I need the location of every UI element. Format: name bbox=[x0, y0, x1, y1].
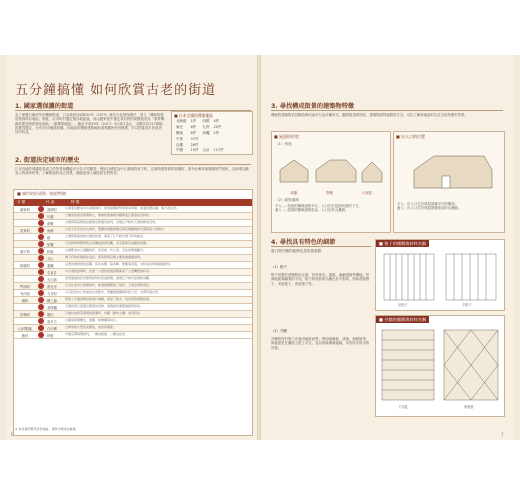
row-description: 因海上交通而繁榮的港口城鎮，保留了雁木、常夜燈等港灣設施。 bbox=[65, 297, 153, 301]
row-category bbox=[14, 213, 36, 219]
row-description: 石疊的青石畳通沿著海岸延伸，兩側排列著舊旅館與商家。 bbox=[65, 304, 144, 308]
region-cell: 關東 bbox=[176, 130, 183, 135]
row-example: 伊根 bbox=[47, 333, 54, 338]
seal-icon bbox=[36, 255, 45, 261]
right-page bbox=[261, 55, 513, 440]
region-cell: 6件 bbox=[190, 130, 197, 135]
row-example: 今井町 bbox=[47, 291, 57, 296]
region-cell: 中部 bbox=[176, 136, 183, 141]
wall-label-2: 海鼠壁 bbox=[464, 405, 474, 409]
seal-icon bbox=[36, 227, 45, 233]
seal-icon bbox=[36, 318, 45, 324]
roof-sub-2: （2）面對道路 bbox=[275, 198, 299, 202]
row-description: 以武士住宅為中心的町，寬闊的道路兩側有黑板塀圍繞的宅邸與高大的樹木。 bbox=[65, 227, 168, 231]
table-row bbox=[14, 220, 252, 227]
row-example: 鞆之浦 bbox=[47, 298, 57, 303]
divider bbox=[271, 246, 371, 247]
row-description: 以寺院為中心形成的自治都市，周圍環繞護城河與土居，內部町割井然。 bbox=[65, 290, 162, 294]
row-category: 在鄉町 bbox=[19, 312, 31, 317]
row-description: 以寺社為中心發展的町，參道兩側聚集了宿坊、土產店與飲食店。 bbox=[65, 283, 153, 287]
seal-icon bbox=[36, 332, 45, 338]
row-example: 增田 bbox=[47, 312, 54, 317]
lattice-label-1: 出格子 bbox=[398, 303, 408, 307]
row-example: 妻籠 bbox=[47, 263, 54, 268]
region-cell: 20件 bbox=[213, 125, 222, 130]
region-row bbox=[174, 148, 226, 154]
region-cell: 北海道 bbox=[176, 119, 187, 124]
seal-icon bbox=[36, 283, 45, 289]
row-category: 宿場町 bbox=[19, 263, 31, 268]
region-cell: 1件 bbox=[190, 119, 197, 124]
table-row bbox=[14, 304, 252, 311]
lattice-illustration bbox=[376, 250, 504, 306]
entrance-illustration bbox=[394, 146, 504, 196]
table-row bbox=[14, 213, 252, 220]
region-cell: 26件 bbox=[190, 142, 199, 147]
page-number-right: 7 bbox=[501, 432, 504, 437]
row-description: 石垣與修剪整齊的生垣構成街道景觀，各宅邸保有美麗的庭園。 bbox=[65, 241, 150, 245]
section-4-subtitle: 窗口與外牆的裝飾也是欣賞重點 bbox=[271, 249, 322, 253]
seal-icon bbox=[36, 262, 45, 268]
region-cell: 4件 bbox=[213, 119, 220, 124]
entrance-box bbox=[393, 131, 505, 233]
row-category bbox=[14, 318, 36, 324]
row-example: 大內宿 bbox=[47, 277, 57, 282]
divider bbox=[15, 164, 251, 165]
row-description: 中山道的宿場町，長達一公里的街道兩側保留了大量傳統的町家。 bbox=[65, 269, 153, 273]
row-example: 犬山 bbox=[47, 256, 54, 261]
entrance-note-1: 平入：出入口位於與屋頂棟平行的側面。 bbox=[397, 202, 459, 206]
wall-figure-title: ■ 外牆的種類與材料名稱 bbox=[376, 316, 429, 323]
row-description: 合掌造的大型民家聚集，為世界遺產。 bbox=[65, 325, 117, 329]
table-row bbox=[14, 297, 252, 304]
table-row bbox=[14, 311, 252, 318]
detail-2-text: 外牆的材料與工法會因地區而異，例如雨淋板、漆喰、海鼠壁等。海鼠壁是在牆面上貼上平瓦，並以漆喰填補接縫，具有防火防水的效果。 bbox=[271, 337, 370, 350]
table-header bbox=[14, 199, 252, 206]
row-category bbox=[14, 234, 36, 240]
roof-shape-title: ■ 屋頂的形狀 bbox=[274, 134, 300, 139]
lattice-figure-title: ■ 格子的種類與材料名稱 bbox=[376, 240, 429, 247]
row-category bbox=[14, 304, 36, 310]
footnote: ※ 本表僅列舉代表性地區，實際分類可能重疊。 bbox=[15, 427, 79, 431]
row-category bbox=[14, 255, 36, 261]
table-row bbox=[14, 262, 252, 269]
row-description: 土塀與夏蜜柑樹交織的街道，保留了江戶時代城下町的格局。 bbox=[65, 234, 147, 238]
section-3-title: 3. 尋找構成街景的建築物特徵 bbox=[271, 103, 355, 110]
region-cell: 東北 bbox=[176, 125, 183, 130]
row-description: 城下町的町割保存良好，商家建築沿著主要街道連續排列。 bbox=[65, 255, 144, 259]
seal-icon bbox=[36, 234, 45, 240]
section-2-text: 日本各地的城鎮依其成立的背景與機能可分為不同類型，例如以城郭為中心發展的城下町、沿著街道發展的宿場町、因寺社參拜而興盛的門前町、以商業活動為主的商家町等。了解街道的成立背景，就能更深入地欣賞它們的美。 bbox=[15, 167, 249, 176]
row-category: 漁村 bbox=[21, 333, 29, 338]
seal-icon bbox=[36, 248, 45, 254]
roof-shapes-illustration bbox=[272, 150, 390, 188]
table-row bbox=[14, 248, 252, 255]
seal-icon bbox=[36, 220, 45, 226]
entrance-notes bbox=[397, 202, 501, 228]
table-row bbox=[14, 206, 252, 213]
section-4-title: 4. 尋找具有特色的細節 bbox=[271, 239, 336, 246]
region-table bbox=[174, 119, 226, 154]
row-example: 知覽 bbox=[47, 242, 54, 247]
region-cell: 四國 bbox=[202, 119, 210, 124]
seal-icon bbox=[36, 297, 45, 303]
table-body bbox=[14, 206, 252, 339]
roof-shape-box bbox=[271, 131, 391, 233]
row-description: 舟屋沿著海灣排列，一樓為船庫，二樓為住居。 bbox=[65, 332, 129, 336]
detail-2-title: （2）外牆 bbox=[271, 329, 287, 333]
row-category bbox=[14, 276, 36, 282]
left-page bbox=[7, 55, 257, 440]
region-cell: 15件 bbox=[190, 148, 199, 153]
section-1-text: 為了保護日漸消失的傳統街道，日本政府在昭和50年（1975）修訂文化財保護法，設立「傳統的建造物群保存地區」制度，由市町村選定保存地區後，再由國家從中選定具有特別高價值者為「重要傳統的建造物群保存地區」（重傳建地區）。截至平成29年（2017）8月8日為止，全國共有117個地區獲得選定，分布於43個道府縣。各地區的傳統建築與街道景觀皆受到保護，可以欣賞到古老而美好的町並。 bbox=[15, 113, 165, 135]
row-category bbox=[14, 269, 36, 275]
lattice-figure bbox=[375, 239, 505, 311]
seal-icon bbox=[36, 269, 45, 275]
entrance-note-2: 妻入：出入口位於與屋頂棟垂直的山牆面。 bbox=[397, 206, 462, 211]
seal-icon bbox=[36, 304, 45, 310]
table-row bbox=[14, 269, 252, 276]
row-example: 倉敷 bbox=[47, 221, 54, 226]
table-row bbox=[14, 276, 252, 283]
row-description: 土藏造的商家建築林立，厚重的黑漆喰外牆與鬼瓦屋頂為其特色。 bbox=[65, 213, 153, 217]
section-1-title: 1. 國家選保護的街道 bbox=[15, 103, 74, 110]
row-description: 以藏造建築聞名，酒藏、味噌藏等林立。 bbox=[65, 318, 120, 322]
table-row bbox=[14, 290, 252, 297]
row-category: 武家町 bbox=[19, 228, 31, 233]
table-row bbox=[14, 234, 252, 241]
row-example: 松阪 bbox=[47, 249, 54, 254]
row-example: 角館 bbox=[47, 228, 54, 233]
row-category bbox=[14, 241, 36, 247]
detail-1-text: 格子設置於建築物的正面，具有採光、通風、遮蔽視線等機能。依照地區與職業的不同，格子的形狀與名稱也各不相同，例如酒屋格子、米屋格子、糸屋格子等。 bbox=[271, 273, 370, 286]
roof-label-kirizuma: 切妻 bbox=[290, 191, 298, 195]
seal-icon bbox=[36, 290, 45, 296]
row-category: 城下町 bbox=[19, 249, 31, 254]
region-cell: 沖繩 bbox=[202, 130, 210, 135]
region-cell: 117件 bbox=[213, 148, 224, 153]
row-description: 以城郭為中心規劃的町，武家地、町人地、寺社地明確劃分。 bbox=[65, 248, 147, 252]
row-example: 奈良井 bbox=[47, 270, 57, 275]
seal-icon bbox=[36, 276, 45, 282]
row-example: 喜多方 bbox=[47, 319, 57, 324]
roof-labels bbox=[276, 190, 386, 195]
roof-notes bbox=[275, 204, 387, 228]
region-cell: 37件 bbox=[190, 136, 199, 141]
roof-shape-sub: （1）形狀 bbox=[275, 142, 292, 146]
region-table-title: ■ 日本全國的傳建地區 bbox=[174, 113, 213, 118]
seal-icon bbox=[36, 241, 45, 247]
town-type-table bbox=[13, 189, 253, 436]
region-cell: 中國 bbox=[176, 148, 183, 153]
region-cell: 6件 bbox=[190, 125, 197, 130]
header-feature: 特 徵 bbox=[71, 200, 80, 204]
row-category bbox=[14, 220, 36, 226]
seal-icon bbox=[36, 206, 45, 212]
book-spread bbox=[0, 55, 520, 440]
row-category: 港町 bbox=[21, 298, 29, 303]
table-row bbox=[14, 283, 252, 290]
header-category: 分 類 bbox=[17, 200, 26, 204]
wall-illustration bbox=[376, 326, 504, 410]
seal-icon bbox=[36, 213, 45, 219]
wall-figure bbox=[375, 315, 505, 417]
row-description: 沿著街道發展的宿驛，設有本陣、脇本陣、旅籠等設施，出桁造的建築連續排列。 bbox=[65, 262, 174, 266]
table-row bbox=[14, 332, 252, 339]
row-description: 茅葺屋頂的民家整齊排列於街道兩側，重現江戶時代宿場的景觀。 bbox=[65, 276, 153, 280]
table-title: ■ 城市的形成與一般的特徵 bbox=[17, 191, 67, 196]
wall-label-1: 下見板 bbox=[398, 405, 408, 409]
section-3-text: 傳統的建築物依其構造與用途可分為多種形式。觀察屋頂的形狀、建築物面對道路的方式，可以了解該地區的生活文化與歷史背景。 bbox=[271, 113, 468, 117]
table-row bbox=[14, 241, 252, 248]
row-description: 以農村為背景發展的商業町，內藏（屋內土藏）為其特色。 bbox=[65, 311, 144, 315]
main-title: 五分鐘搞懂 如何欣賞古老的街道 bbox=[15, 83, 217, 98]
seal-icon bbox=[36, 325, 45, 331]
row-example: 川越 bbox=[47, 214, 54, 219]
seal-icon bbox=[36, 311, 45, 317]
row-example: 白川鄉 bbox=[47, 326, 57, 331]
roof-note-2: 妻入 — 屋頂的棟與道路垂直，入口位於山牆面。 bbox=[275, 208, 349, 213]
detail-1-title: （1）格子 bbox=[271, 265, 287, 269]
entrance-title: ■ 出入口的位置 bbox=[396, 134, 426, 139]
row-example: 美保關 bbox=[47, 305, 57, 310]
table-row bbox=[14, 318, 252, 325]
region-cell: 合計 bbox=[202, 148, 210, 153]
header-example: 代 表 bbox=[46, 200, 55, 204]
row-description: 白壁與海鼠壁的倉庫群沿著運河排列，呈現江戶時代天領的繁榮景象。 bbox=[65, 220, 159, 224]
section-2-title: 2. 街道決定城市的歷史 bbox=[15, 157, 80, 164]
divider bbox=[271, 110, 503, 111]
row-category: 門前町 bbox=[19, 284, 31, 289]
row-description: 以商業活動為中心發展的町，街道兩側排列著商家建築，前面設置店鋪，後方為住居。 bbox=[65, 206, 180, 210]
roof-note-1: 平入 — 屋頂的棟與道路平行，入口位於屋頂斜面的下方。 bbox=[275, 204, 362, 208]
page-number-left: 6 bbox=[11, 432, 14, 437]
row-category: 山村集落 bbox=[18, 326, 32, 331]
row-category: 寺內町 bbox=[19, 291, 31, 296]
region-cell: 2件 bbox=[213, 130, 220, 135]
region-cell: 近畿 bbox=[176, 142, 183, 147]
roof-label-yosemune: 寄棟 bbox=[325, 191, 333, 195]
row-example: 高岡町 bbox=[47, 207, 57, 212]
row-example: 萩 bbox=[47, 235, 51, 240]
lattice-label-2: 平格子 bbox=[462, 303, 472, 307]
row-category: 商家町 bbox=[19, 207, 31, 212]
region-table-box bbox=[171, 111, 253, 155]
row-example: 善光寺 bbox=[47, 284, 57, 289]
table-row bbox=[14, 227, 252, 234]
region-cell: 九州 bbox=[202, 125, 210, 130]
table-row bbox=[14, 325, 252, 332]
table-row bbox=[14, 255, 252, 262]
roof-label-irimoya: 入母屋 bbox=[361, 191, 372, 195]
